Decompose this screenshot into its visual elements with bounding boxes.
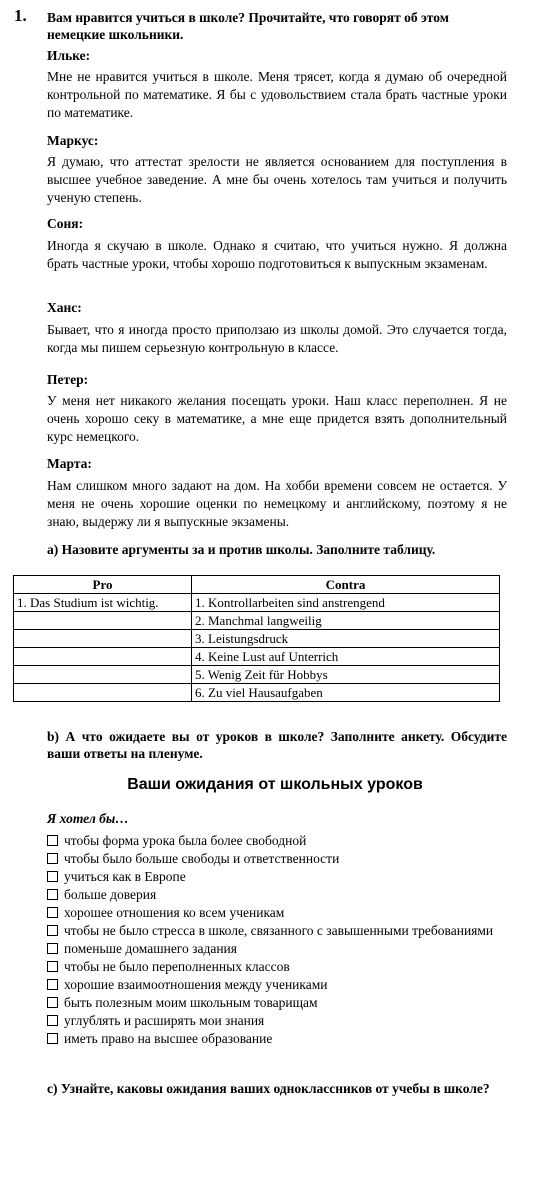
checkbox-icon[interactable] [47, 889, 58, 900]
table-row [14, 630, 500, 648]
checkbox-icon[interactable] [47, 961, 58, 972]
table-header-pro: Pro [14, 576, 192, 594]
survey-item-label: чтобы форма урока была более свободной [64, 833, 307, 848]
table-cell-pro [14, 648, 192, 666]
student-name: Марта: [47, 456, 92, 471]
checkbox-icon[interactable] [47, 925, 58, 936]
checkbox-icon[interactable] [47, 1015, 58, 1026]
survey-item [47, 994, 507, 1012]
table-row [14, 666, 500, 684]
student-name: Соня: [47, 216, 84, 231]
table-cell-contra: 3. Leistungsdruck [192, 630, 500, 648]
table-cell-pro [14, 612, 192, 630]
survey-item-label: хорошее отношения ко всем ученикам [64, 905, 285, 920]
task-intro: Вам нравится учиться в школе? Прочитайте, что говорят об этом немецкие школьники. [47, 10, 449, 42]
student-name: Ильке: [47, 48, 91, 63]
survey-item-label: хорошие взаимоотношения между учениками [64, 977, 328, 992]
checkbox-icon[interactable] [47, 943, 58, 954]
table-cell-pro [14, 684, 192, 702]
survey-item-label: иметь право на высшее образование [64, 1031, 273, 1046]
student-text: Нам слишком много задают на дом. На хобби времени совсем не остается. У меня не очень хорошие оценки по немецкому и английскому, поэтому я не знаю, выдержу ли я выпускные экзамены. [47, 478, 507, 529]
checkbox-icon[interactable] [47, 1033, 58, 1044]
table-cell-contra: 5. Wenig Zeit für Hobbys [192, 666, 500, 684]
table-cell-pro: 1. Das Studium ist wichtig. [14, 594, 192, 612]
table-cell-contra: 2. Manchmal langweilig [192, 612, 500, 630]
survey-item [47, 976, 507, 994]
student-text: Я думаю, что аттестат зрелости не является основанием для поступления в высшее учебное заведение. А мне бы очень хотелось там учиться и получить ученую степень. [47, 154, 507, 205]
checkbox-icon[interactable] [47, 835, 58, 846]
survey-title: Ваши ожидания от школьных уроков [127, 776, 423, 793]
survey-item [47, 904, 507, 922]
survey-item-label: чтобы не было переполненных классов [64, 959, 290, 974]
survey-item-label: чтобы было больше свободы и ответственности [64, 851, 340, 866]
survey-item [47, 958, 507, 976]
survey-item [47, 1012, 507, 1030]
table-cell-contra: 6. Zu viel Hausaufgaben [192, 684, 500, 702]
pro-contra-table [13, 575, 500, 702]
survey-item [47, 1030, 507, 1048]
survey-lead: Я хотел бы… [47, 811, 129, 826]
student-text: У меня нет никакого желания посещать уроки. Наш класс переполнен. Я не очень хорошо секу в математике, а мне еще придется взять дополнительный курс немецкого. [47, 393, 507, 444]
table-row [14, 684, 500, 702]
task-c: c) Узнайте, каковы ожидания ваших одноклассников от учебы в школе? [47, 1081, 490, 1096]
student-name: Петер: [47, 372, 89, 387]
student-text: Иногда я скучаю в школе. Однако я считаю, что учиться нужно. Я должна брать частные уроки, чтобы хорошо подготовиться к выпускным экзаменам. [47, 238, 507, 271]
checkbox-icon[interactable] [47, 997, 58, 1008]
student-text: Мне не нравится учиться в школе. Меня трясет, когда я думаю об очередной контрольной по математике. Я бы с удовольствием стала брать частные уроки по математике. [47, 69, 507, 120]
survey-item-label: учиться как в Европе [64, 869, 186, 884]
checkbox-icon[interactable] [47, 853, 58, 864]
survey-item [47, 922, 507, 940]
table-cell-pro [14, 666, 192, 684]
survey-item [47, 886, 507, 904]
survey-item-label: поменьше домашнего задания [64, 941, 237, 956]
survey-item [47, 940, 507, 958]
student-name: Ханс: [47, 300, 82, 315]
checkbox-icon[interactable] [47, 907, 58, 918]
task-number: 1. [14, 6, 27, 25]
checkbox-icon[interactable] [47, 871, 58, 882]
table-header-contra: Contra [192, 576, 500, 594]
table-row [14, 648, 500, 666]
survey-item-label: быть полезным моим школьным товарищам [64, 995, 318, 1010]
survey-item [47, 832, 507, 850]
student-text: Бывает, что я иногда просто приползаю из школы домой. Это случается тогда, когда мы пишем серьезную контрольную в классе. [47, 322, 507, 355]
survey-item [47, 850, 507, 868]
task-b: b) А что ожидаете вы от уроков в школе? Заполните анкету. Обсудите ваши ответы на пленуме. [47, 729, 507, 761]
survey-item [47, 868, 507, 886]
checkbox-icon[interactable] [47, 979, 58, 990]
survey-item-label: больше доверия [64, 887, 157, 902]
table-row [14, 594, 500, 612]
table-header-row [14, 576, 500, 594]
table-row [14, 612, 500, 630]
survey-list [47, 832, 507, 1048]
task-a: a) Назовите аргументы за и против школы. Заполните таблицу. [47, 542, 436, 557]
survey-item-label: углублять и расширять мои знания [64, 1013, 265, 1028]
student-name: Маркус: [47, 133, 99, 148]
survey-item-label: чтобы не было стресса в школе, связанного с завышенными требованиями [64, 923, 494, 938]
table-cell-contra: 1. Kontrollarbeiten sind anstrengend [192, 594, 500, 612]
table-cell-pro [14, 630, 192, 648]
table-cell-contra: 4. Keine Lust auf Unterrich [192, 648, 500, 666]
